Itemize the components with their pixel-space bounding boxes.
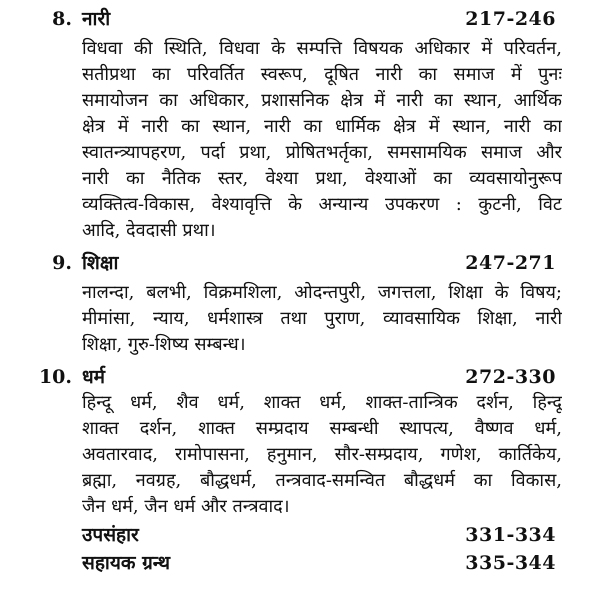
page-range: 272-330 (465, 366, 556, 388)
section-title-conclusion: उपसंहार (82, 524, 139, 546)
page-range: 335-344 (465, 552, 556, 574)
page-range: 217-246 (465, 8, 556, 30)
chapter-topics (82, 280, 562, 358)
topic-line: समायोजन का अधिकार, प्रशासनिक क्षेत्र में नारी का स्थान, आर्थिक (82, 90, 562, 111)
topic-line: शाक्त दर्शन, शाक्त सम्प्रदाय सम्बन्धी स्थापत्य, वैष्णव धर्म, (82, 418, 562, 439)
topic-line: व्यक्तित्व-विकास, वेश्यावृत्ति के अन्यान्य उपकरण : कुटनी, विट (82, 194, 562, 215)
toc-entry-heading (0, 362, 600, 392)
topic-line: नारी का नैतिक स्तर, वेश्या प्रथा, वेश्याओं का व्यवसायोनुरूप (82, 168, 562, 189)
topic-line: अवतारवाद, रामोपासना, हनुमान, सौर-सम्प्रदाय, गणेश, कार्तिकेय, (82, 444, 562, 465)
topic-line: ब्रह्मा, नवग्रह, बौद्धधर्म, तन्त्रवाद-समन्वित बौद्धधर्म का विकास, (82, 470, 562, 491)
chapter-number: 8. (52, 8, 72, 30)
chapter-number: 9. (52, 252, 72, 274)
toc-entry-heading (0, 4, 600, 34)
topic-line: सतीप्रथा का परिवर्तित स्वरूप, दूषित नारी का समाज में पुनः (82, 64, 562, 85)
topic-line: स्वातन्त्र्यापहरण, पर्दा प्रथा, प्रोषितभर्तृका, समसामयिक समाज और (82, 142, 562, 163)
chapter-title: शिक्षा (82, 252, 119, 274)
chapter-topics (82, 390, 562, 520)
toc-entry-heading (0, 520, 600, 550)
toc-entry-heading (0, 248, 600, 278)
topic-line: शिक्षा, गुरु-शिष्य सम्बन्ध। (82, 334, 246, 355)
chapter-title: धर्म (82, 366, 106, 388)
topic-line: क्षेत्र में नारी का स्थान, नारी का धार्मिक क्षेत्र में स्थान, नारी का (82, 116, 562, 137)
topic-line: नालन्दा, बलभी, विक्रमशिला, ओदन्तपुरी, जगत्तला, शिक्षा के विषय; (82, 282, 562, 303)
toc-entry-heading (0, 548, 600, 578)
topic-line: मीमांसा, न्याय, धर्मशास्त्र तथा पुराण, व्यावसायिक शिक्षा, नारी (82, 308, 562, 329)
section-title-bibliography: सहायक ग्रन्थ (82, 552, 171, 574)
page-range: 331-334 (465, 524, 556, 546)
topic-line: हिन्दू धर्म, शैव धर्म, शाक्त धर्म, शाक्त-तान्त्रिक दर्शन, हिन्दू (82, 392, 562, 413)
chapter-topics (82, 36, 562, 244)
chapter-title: नारी (82, 8, 111, 30)
topic-line: जैन धर्म, जैन धर्म और तन्त्रवाद। (82, 496, 290, 517)
topic-line: विधवा की स्थिति, विधवा के सम्पत्ति विषयक अधिकार में परिवर्तन, (82, 38, 562, 59)
chapter-number: 10. (38, 366, 72, 388)
topic-line: आदि, देवदासी प्रथा। (82, 220, 216, 241)
page-range: 247-271 (465, 252, 556, 274)
